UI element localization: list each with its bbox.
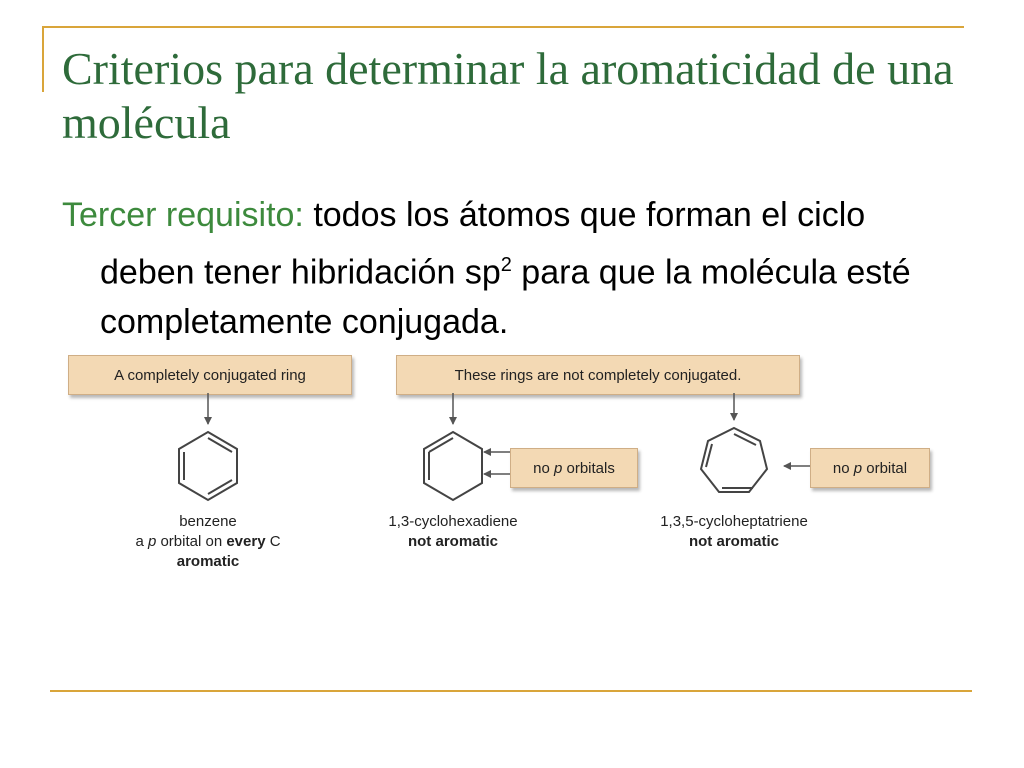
benzene-orbital-note: a p orbital on every C: [135, 533, 281, 550]
slide-title: Criterios para determinar la aromaticidad de una molécula: [62, 43, 954, 148]
cyclohexadiene-structure: [424, 432, 482, 500]
sp2-superscript: 2: [500, 254, 512, 276]
cyclohexadiene-verdict: not aromatic: [407, 533, 498, 550]
completely-conjugated-box: A completely conjugated ring: [68, 355, 352, 395]
cyclohexadiene-name: 1,3-cyclohexadiene: [388, 513, 518, 530]
requirement-label: Tercer requisito:: [62, 196, 304, 234]
benzene-caption: [100, 512, 316, 572]
requirement-text-a: todos los átomos que forman el ciclo deben tener hibridación sp: [100, 196, 866, 292]
benzene-verdict: aromatic: [176, 553, 240, 570]
cycloheptatriene-name: 1,3,5-cycloheptatriene: [660, 513, 808, 530]
cyclohexadiene-caption: [346, 512, 560, 552]
cycloheptatriene-structure: [701, 428, 767, 492]
benzene-name: benzene: [179, 513, 237, 530]
cycloheptatriene-verdict: not aromatic: [688, 533, 779, 550]
benzene-structure: [179, 432, 237, 500]
not-completely-conjugated-box: These rings are not completely conjugated.: [396, 355, 800, 395]
no-p-orbital-label: no p orbital: [832, 459, 908, 477]
cycloheptatriene-caption: [626, 512, 842, 552]
requirement-text-b: para que la molécula esté completamente conjugada.: [100, 253, 911, 342]
no-p-orbitals-label: no p orbitals: [533, 459, 615, 477]
